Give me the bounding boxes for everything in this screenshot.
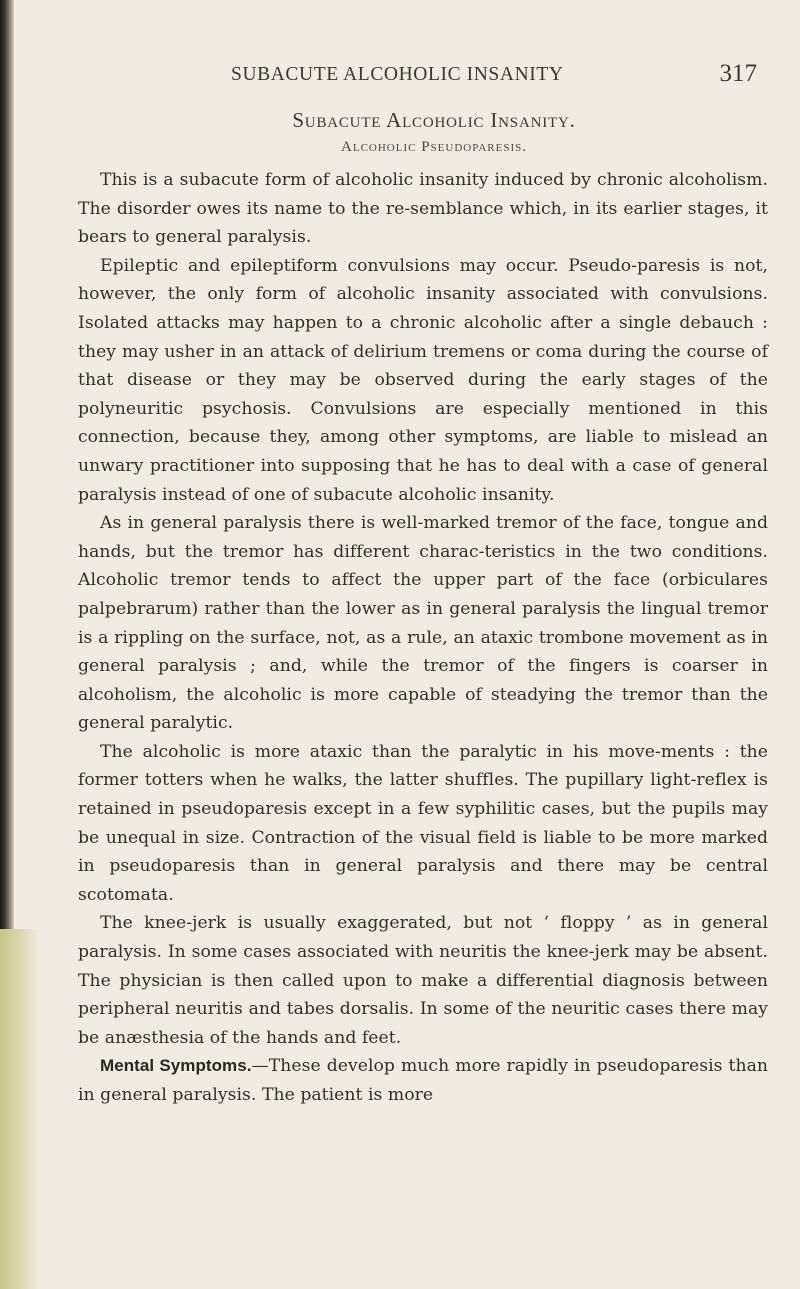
page-number: 317 (719, 60, 757, 87)
page-edge-stain (0, 929, 40, 1289)
paragraph: The knee-jerk is usually exaggerated, but not ‘ floppy ’ as in general paralysis. In some cases associated with neuritis the knee-jerk may be absent. The physician is then called upon to make a differential diagnosis between peripheral neuritis and tabes dorsalis. In some of the neuritic cases there may be anæsthesia of the hands and feet. (78, 913, 768, 1048)
running-head (78, 58, 768, 94)
section-title: Subacute Alcoholic Insanity. (292, 108, 576, 132)
body-text (78, 166, 768, 1110)
paragraph: Epileptic and epileptiform convulsions may occur. Pseudo-paresis is not, however, the only form of alcoholic insanity associated with convulsions. Isolated attacks may happen to a chronic alcoholic after a single debauch : they may usher in an attack of delirium tremens or coma during the course of that disease or they may be observed during the early stages of the polyneuritic psychosis. Convulsions are especially mentioned in this connection, because they, among other symptoms, are liable to mislead an unwary practitioner into supposing that he has to deal with a case of general paralysis instead of one of subacute alcoholic insanity. (78, 255, 768, 505)
running-head-title: SUBACUTE ALCOHOLIC INSANITY (231, 64, 564, 85)
paragraph: As in general paralysis there is well-marked tremor of the face, tongue and hands, but the tremor has different charac-teristics in the two conditions. Alcoholic tremor tends to affect the upper part of the face (orbiculares palpebrarum) rather than the lower as in general paralysis the lingual tremor is a rippling on the surface, not, as a rule, an ataxic trombone movement as in general paralysis ; and, while the tremor of the fingers is coarser in alcoholism, the alcoholic is more capable of steadying the tremor than the general paralytic. (78, 513, 768, 734)
mental-symptoms-label: Mental Symptoms. (100, 1056, 252, 1076)
mental-symptoms-text: —These develop much more rapidly in pseudoparesis than in general paralysis. The patient is more (78, 1056, 769, 1105)
paragraph: The alcoholic is more ataxic than the paralytic in his move-ments : the former totters when he walks, the latter shuffles. The pupillary light-reflex is retained in pseudoparesis except in a few syphilitic cases, but the pupils may be unequal in size. Contraction of the visual field is liable to be more marked in pseudoparesis than in general paralysis and there may be central scotomata. (78, 741, 768, 905)
section-subtitle: Alcoholic Pseudoparesis. (341, 139, 527, 155)
mental-symptoms-paragraph (78, 1052, 768, 1109)
paragraph: This is a subacute form of alcoholic insanity induced by chronic alcoholism. The disorder owes its name to the re-semblance which, in its earlier stages, it bears to general paralysis. (78, 170, 768, 248)
book-page (78, 58, 768, 1110)
